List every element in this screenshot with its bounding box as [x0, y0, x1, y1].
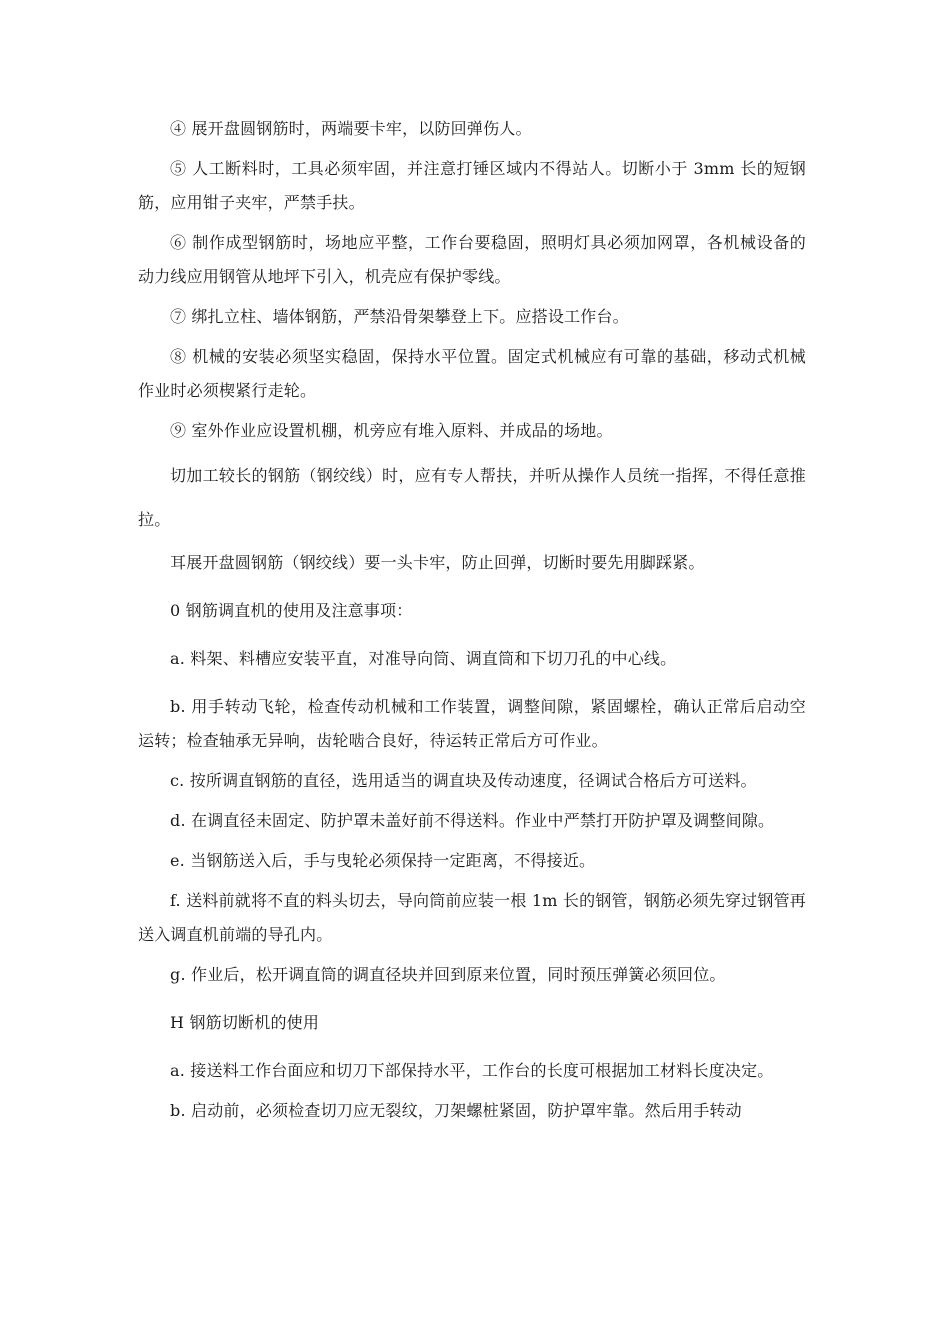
paragraph-3: ⑥ 制作成型钢筋时，场地应平整，工作台要稳固，照明灯具必须加网罩，各机械设备的动力线应用钢管从地坪下引入，机壳应有保护零线。 — [138, 233, 806, 286]
paragraph-8: 耳展开盘圆钢筋（钢绞线）要一头卡牢，防止回弹，切断时要先用脚踩紧。 — [170, 553, 705, 572]
paragraph-4: ⑦ 绑扎立柱、墙体钢筋，严禁沿骨架攀登上下。应搭设工作台。 — [170, 307, 629, 326]
paragraph-17: H 钢筋切断机的使用 — [170, 1013, 320, 1032]
paragraph-9: 0 钢筋调直机的使用及注意事项： — [170, 601, 413, 620]
paragraph-14: e. 当钢筋送入后，手与曳轮必须保持一定距离，不得接近。 — [170, 851, 596, 870]
paragraph-13: d. 在调直径未固定、防护罩未盖好前不得送料。作业中严禁打开防护罩及调整间隙。 — [170, 811, 775, 830]
paragraph-12: c. 按所调直钢筋的直径，选用适当的调直块及传动速度，径调试合格后方可送料。 — [170, 771, 757, 790]
paragraph-10: a. 料架、料槽应安装平直，对准导向筒、调直筒和下切刀孔的中心线。 — [170, 649, 677, 668]
document-body — [138, 112, 806, 1134]
paragraph-18: a. 接送料工作台面应和切刀下部保持水平，工作台的长度可根据加工材料长度决定。 — [170, 1061, 774, 1080]
paragraph-7: 切加工较长的钢筋（钢绞线）时，应有专人帮扶，并听从操作人员统一指挥，不得任意推拉。 — [138, 466, 806, 529]
paragraph-16: g. 作业后，松开调直筒的调直径块并回到原来位置，同时预压弹簧必须回位。 — [170, 965, 726, 984]
paragraph-19: b. 启动前，必须检查切刀应无裂纹，刀架螺桩紧固，防护罩牢靠。然后用手转动 — [170, 1101, 742, 1120]
paragraph-6: ⑨ 室外作业应设置机棚，机旁应有堆入原料、并成品的场地。 — [170, 421, 613, 440]
paragraph-5: ⑧ 机械的安装必须坚实稳固，保持水平位置。固定式机械应有可靠的基础，移动式机械作业时必须楔紧行走轮。 — [138, 347, 806, 400]
paragraph-15: f. 送料前就将不直的料头切去，导向筒前应装一根 1m 长的钢管，钢筋必须先穿过钢管再送入调直机前端的导孔内。 — [138, 891, 806, 944]
paragraph-2: ⑤ 人工断料时，工具必须牢固，并注意打锤区域内不得站人。切断小于 3mm 长的短钢筋，应用钳子夹牢，严禁手扶。 — [138, 159, 806, 212]
paragraph-1: ④ 展开盘圆钢筋时，两端要卡牢，以防回弹伤人。 — [170, 119, 532, 138]
paragraph-11: b. 用手转动飞轮，检查传动机械和工作装置，调整间隙，紧固螺栓，确认正常后启动空运转；检查轴承无异响，齿轮啮合良好，待运转正常后方可作业。 — [138, 697, 806, 750]
